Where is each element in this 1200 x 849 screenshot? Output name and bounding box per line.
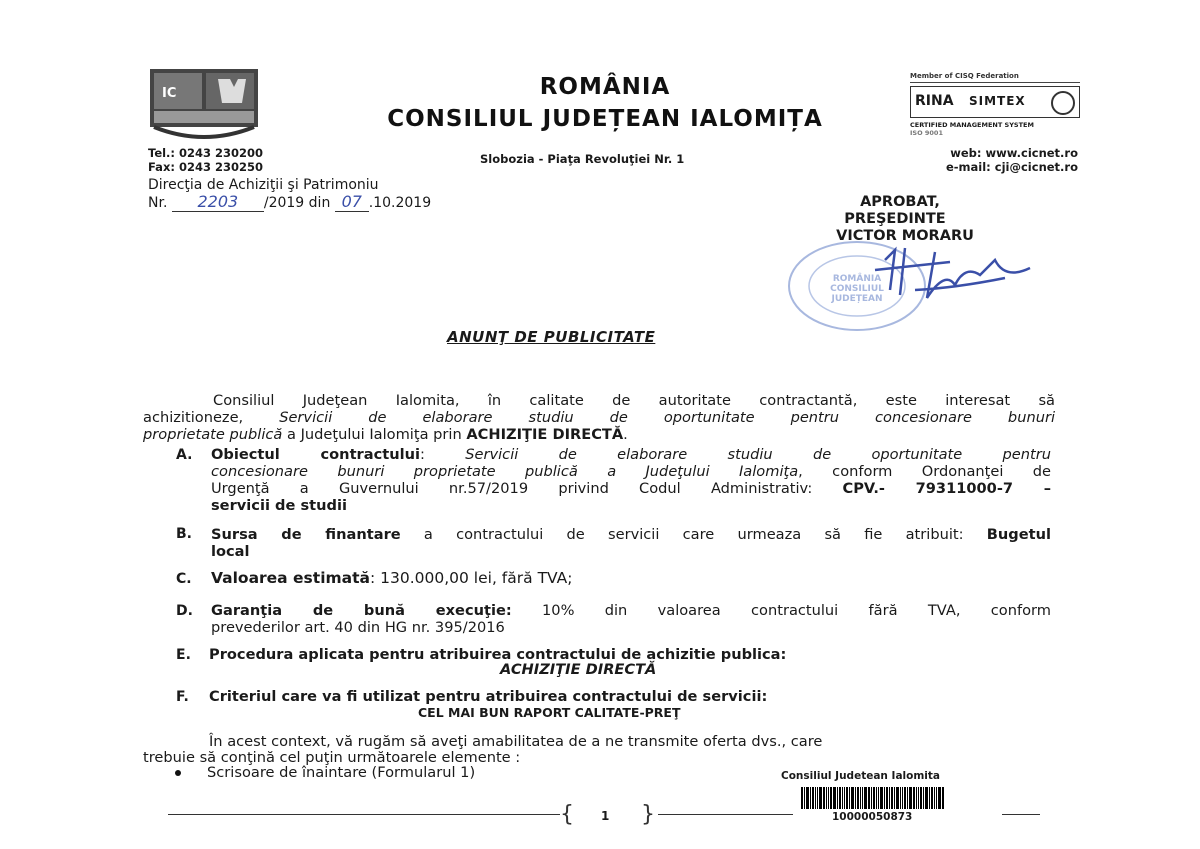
header-tel: Tel.: 0243 230200 bbox=[148, 146, 264, 160]
closing-line-2: trebuie să conţină cel puţin următoarele elemente : bbox=[143, 749, 521, 766]
reference-number: 2203 bbox=[172, 192, 264, 212]
signature-icon bbox=[855, 240, 1045, 310]
item-e-text-2: ACHIZIŢIE DIRECTĂ bbox=[500, 661, 657, 678]
header-institution: CONSILIUL JUDEȚEAN IALOMIȚA bbox=[387, 106, 823, 132]
item-c-value: : 130.000,00 lei, fără TVA; bbox=[369, 569, 573, 587]
footer-rule-tail bbox=[1002, 814, 1040, 815]
item-a: Obiectul contractului: Servicii de elaborare studiu de oportunitate pentru concesionare bunuri proprietate publică a Judeţului Ialomiţa, conform Ordonanţei de Urgenţă a Guvernului nr.57/2019 privind Codul Administrativ: CPV.- 79311000-7 – servicii de studii bbox=[211, 446, 1052, 514]
closing-line-1: În acest context, vă rugăm să aveţi amabilitatea de a ne transmite oferta dvs., care bbox=[209, 733, 823, 750]
item-a-text-2: concesionare bunuri proprietate publică a Judeţului Ialomiţa bbox=[211, 463, 799, 480]
department-line: Direcţia de Achiziţii şi Patrimoniu bbox=[148, 177, 379, 193]
reference-din: din bbox=[308, 195, 331, 211]
page-bracket-left-icon: { bbox=[560, 802, 574, 827]
header-web: web: www.cicnet.ro bbox=[950, 146, 1078, 160]
intro-paragraph bbox=[143, 392, 1055, 443]
item-f-letter: F. bbox=[176, 689, 189, 705]
cert-iso: ISO 9001 bbox=[910, 129, 943, 137]
item-c bbox=[211, 569, 572, 587]
item-f-text-1: Criteriul care va fi utilizat pentru atribuirea contractului de servicii: bbox=[209, 688, 768, 705]
svg-text:IC: IC bbox=[162, 86, 177, 101]
cert-brand-left: RINA bbox=[915, 93, 954, 109]
item-a-letter: A. bbox=[176, 447, 193, 463]
header-fax: Fax: 0243 230250 bbox=[148, 160, 263, 174]
item-d: Garanţia de bună execuţie: 10% din valoarea contractului fără TVA, conform prevederilor art. 40 din HG nr. 395/2016 bbox=[211, 602, 1051, 636]
barcode-icon bbox=[801, 787, 981, 811]
stamp-text: ROMÂNIA CONSILIUL JUDEȚEAN bbox=[830, 274, 884, 304]
intro-line-2a: achizitioneze, bbox=[143, 409, 244, 426]
cert-caption: CERTIFIED MANAGEMENT SYSTEM bbox=[910, 121, 1034, 129]
cert-brand-right: SIMTEX bbox=[969, 94, 1026, 108]
page-number: 1 bbox=[601, 809, 610, 823]
item-a-text-4: servicii de studii bbox=[211, 497, 347, 514]
item-a-text-3: Urgenţă a Guvernului nr.57/2019 privind Codul Administrativ: bbox=[211, 480, 843, 497]
approval-line-1: APROBAT, bbox=[860, 194, 940, 210]
reference-date: .10.2019 bbox=[368, 195, 432, 211]
approval-line-2: PREŞEDINTE bbox=[844, 211, 946, 227]
item-b-letter: B. bbox=[176, 526, 192, 542]
certification-logo bbox=[910, 72, 1080, 137]
coat-of-arms-icon bbox=[148, 67, 260, 142]
approval-line-3: VICTOR MORARU bbox=[836, 228, 974, 244]
cert-seal-icon bbox=[1051, 91, 1075, 115]
intro-line-3a: proprietate publică bbox=[143, 426, 283, 443]
item-b-budget: Bugetul bbox=[986, 526, 1051, 543]
intro-line-2b: Servicii de elaborare studiu de oportunitate pentru concesionare bunuri bbox=[279, 409, 1056, 426]
header-address: Slobozia - Piaţa Revoluţiei Nr. 1 bbox=[480, 152, 685, 166]
document-title: ANUNŢ DE PUBLICITATE bbox=[447, 328, 656, 346]
cert-member-label: Member of CISQ Federation bbox=[910, 72, 1080, 83]
header-country: ROMÂNIA bbox=[539, 74, 671, 100]
barcode-number: 10000050873 bbox=[832, 811, 913, 823]
item-d-text-2: prevederilor art. 40 din HG nr. 395/2016 bbox=[211, 619, 505, 636]
intro-line-3d: . bbox=[623, 426, 628, 443]
reference-day: 07 bbox=[335, 192, 369, 212]
bullet-item: Scrisoare de înaintare (Formularul 1) bbox=[207, 764, 476, 781]
item-d-letter: D. bbox=[176, 603, 193, 619]
intro-line-3c: ACHIZIŢIE DIRECTĂ bbox=[466, 426, 624, 443]
reference-prefix: Nr. bbox=[148, 195, 168, 211]
item-b: Sursa de finantare a contractului de servicii care urmeaza să fie atribuit: Bugetul local bbox=[211, 526, 1051, 560]
bullet-dot-icon bbox=[175, 770, 181, 776]
barcode-label: Consiliul Judetean Ialomita bbox=[781, 770, 940, 782]
reference-year: /2019 bbox=[263, 195, 305, 211]
intro-line-3b: a Judeţului Ialomiţa prin bbox=[282, 426, 467, 443]
item-b-text-2: local bbox=[211, 543, 250, 560]
item-f-text-2: CEL MAI BUN RAPORT CALITATE-PREŢ bbox=[418, 705, 681, 720]
item-d-label: Garanţia de bună execuţie: bbox=[211, 602, 512, 619]
item-c-label: Valoarea estimată bbox=[211, 569, 370, 587]
item-a-label: Obiectul contractului bbox=[211, 446, 421, 463]
item-b-label: Sursa de finantare bbox=[211, 526, 401, 543]
item-e-text-1: Procedura aplicata pentru atribuirea contractului de achizitie publica: bbox=[209, 646, 787, 663]
item-a-cpv: CPV.- 79311000-7 – bbox=[842, 480, 1051, 497]
header-email: e-mail: cji@cicnet.ro bbox=[945, 160, 1078, 174]
item-c-letter: C. bbox=[176, 571, 192, 587]
item-a-text-1: Servicii de elaborare studiu de oportunitate pentru bbox=[465, 446, 1052, 463]
page-bracket-right-icon: } bbox=[641, 802, 655, 827]
footer-rule-left bbox=[168, 814, 560, 815]
intro-line-1: Consiliul Judeţean Ialomita, în calitate de autoritate contractantă, este interesat să bbox=[213, 392, 1055, 409]
reference-number-line bbox=[148, 192, 431, 212]
item-e-letter: E. bbox=[176, 647, 191, 663]
footer-rule-right bbox=[658, 814, 793, 815]
